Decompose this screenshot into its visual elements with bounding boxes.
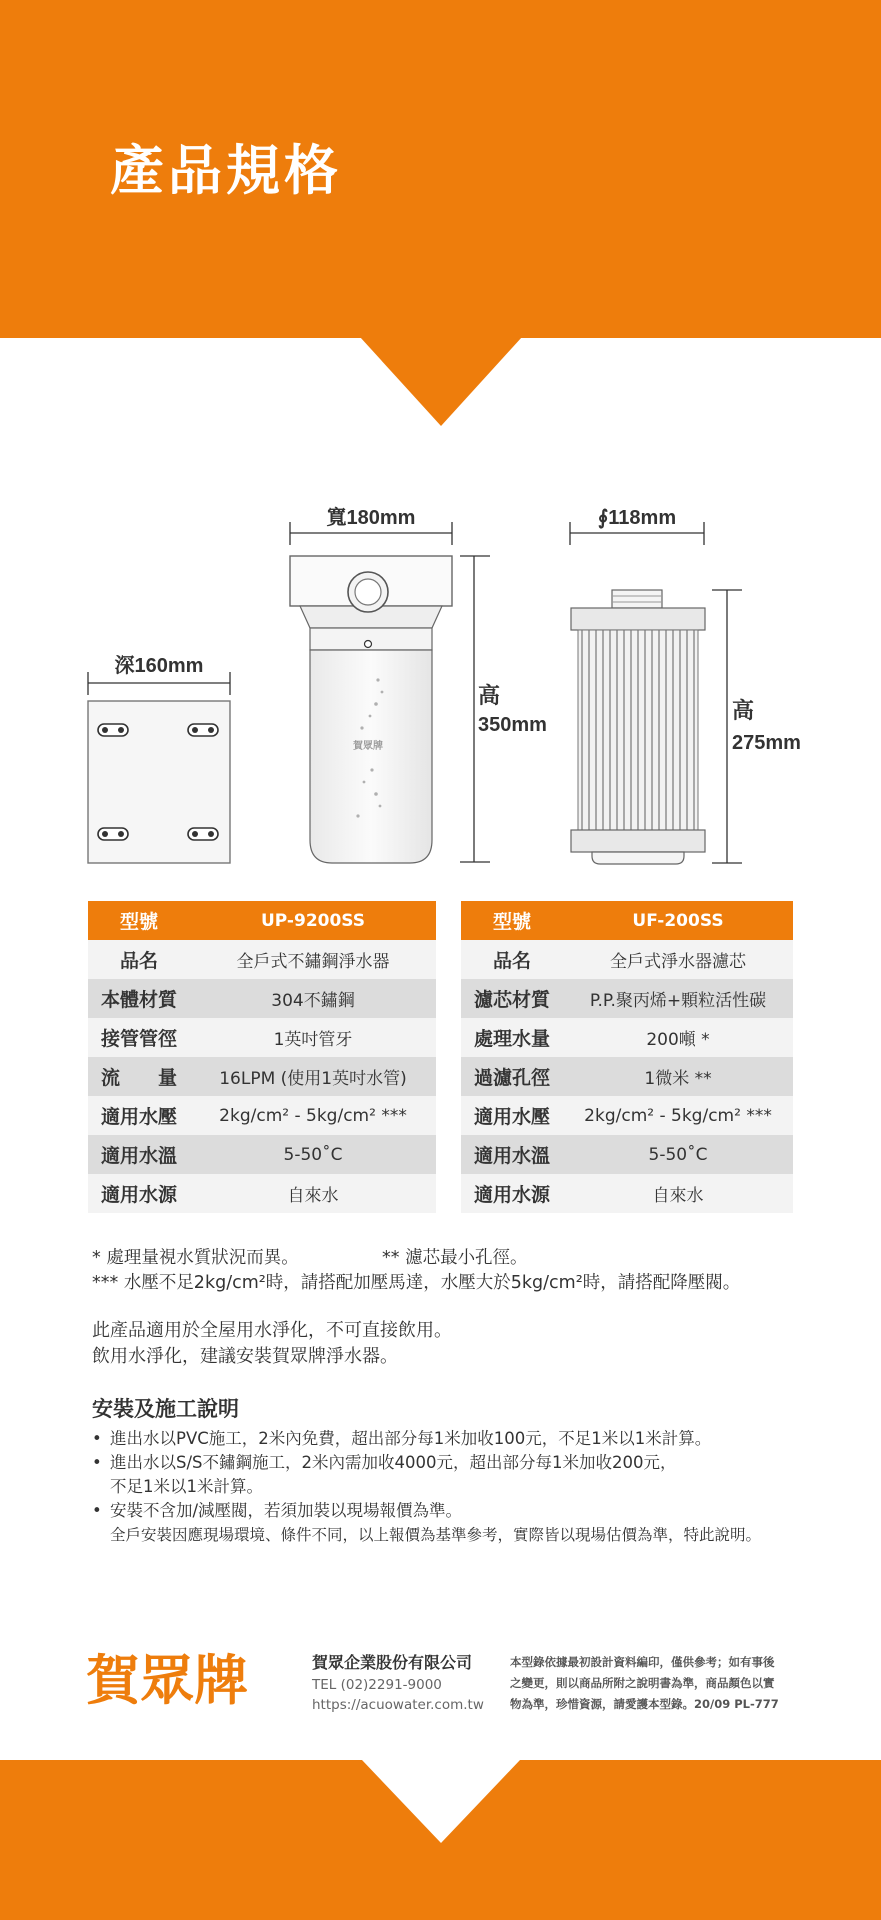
table-row: [461, 1135, 793, 1174]
brand-logo: [86, 1649, 286, 1707]
filter-cartridge: [571, 590, 705, 864]
bullet-icon: •: [92, 1429, 102, 1448]
spec-value: UF-200SS: [563, 901, 793, 940]
table-row: [461, 1057, 793, 1096]
spec-value: P.P.聚丙烯+顆粒活性碳: [563, 979, 793, 1018]
spec-key: 濾芯材質: [461, 979, 563, 1018]
width-label: 寬180mm: [326, 507, 416, 529]
table-header-row: [88, 901, 436, 940]
table-row: [88, 940, 436, 979]
table-row: [88, 1057, 436, 1096]
product-dimension-diagram: [0, 480, 881, 880]
cartridge-spec-table: [461, 901, 793, 1213]
spec-key: 適用水溫: [88, 1135, 190, 1174]
table-row: [461, 940, 793, 979]
table-row: [88, 1096, 436, 1135]
spec-value: 2kg/cm² - 5kg/cm² ***: [563, 1096, 793, 1135]
spec-key: 接管管徑: [88, 1018, 190, 1057]
spec-value: 304不鏽鋼: [190, 979, 436, 1018]
spec-value: 5-50˚C: [563, 1135, 793, 1174]
cartridge-height-dimension: [712, 590, 801, 863]
spec-value: UP-9200SS: [190, 901, 436, 940]
catalog-disclaimer: 本型錄依據最初設計資料編印，僅供參考；如有事後 之變更，則以商品所附之說明書為準，商品顏色以實 物為準，珍惜資源，請愛護本型錄。20/09 PL-777: [510, 1655, 779, 1711]
table-row: [88, 1135, 436, 1174]
svg-text:賀眾牌: 賀眾牌: [86, 1649, 248, 1707]
width-dimension: [290, 500, 452, 545]
depth-dimension: [88, 654, 230, 695]
usage-line-2: 飲用水淨化，建議安裝賀眾牌淨水器。: [92, 1346, 398, 1367]
cartridge-height-label-2: 275mm: [732, 732, 801, 754]
spec-key: 處理水量: [461, 1018, 563, 1057]
list-item: • 進出水以S/S不鏽鋼施工，2米內需加收4000元，超出部分每1米加收200元， 不足1米以1米計算。: [92, 1453, 677, 1496]
footnote-3: *** 水壓不足2kg/cm²時，請搭配加壓馬達，水壓大於5kg/cm²時，請搭配降壓閥。: [92, 1273, 741, 1293]
spec-key: 適用水壓: [88, 1096, 190, 1135]
company-tel: TEL (02)2291-9000: [312, 1677, 442, 1693]
spec-key: 品名: [461, 940, 563, 979]
diameter-dimension: [570, 500, 704, 545]
spec-value: 自來水: [190, 1174, 436, 1213]
spec-value: 全戶式淨水器濾芯: [563, 940, 793, 979]
installation-list: [92, 1427, 761, 1523]
table-row: [88, 979, 436, 1018]
diameter-label: ∮118mm: [597, 507, 677, 529]
mounting-bracket: [88, 701, 230, 863]
bullet-icon: •: [92, 1501, 102, 1520]
filter-housing: [290, 556, 452, 863]
installation-section: [92, 1393, 761, 1547]
spec-key: 適用水溫: [461, 1135, 563, 1174]
spec-value: 1英吋管牙: [190, 1018, 436, 1057]
spec-value: 200噸 *: [563, 1018, 793, 1057]
table-header-row: [461, 901, 793, 940]
header-notch-arrow: [0, 0, 881, 430]
spec-value: 2kg/cm² - 5kg/cm² ***: [190, 1096, 436, 1135]
spec-key: 過濾孔徑: [461, 1057, 563, 1096]
housing-height-label-2: 350mm: [478, 714, 547, 736]
spec-key: 型號: [88, 901, 190, 940]
table-row: [461, 1174, 793, 1213]
spec-value: 全戶式不鏽鋼淨水器: [190, 940, 436, 979]
spec-footnotes: [92, 1246, 740, 1296]
usage-note: [92, 1318, 452, 1370]
table-row: [88, 1174, 436, 1213]
spec-key: 適用水源: [88, 1174, 190, 1213]
footer-band: [0, 1760, 881, 1920]
company-url[interactable]: https://acuowater.com.tw: [312, 1697, 484, 1713]
usage-line-1: 此產品適用於全屋用水淨化，不可直接飲用。: [92, 1320, 452, 1341]
housing-height-label-1: 高: [478, 683, 501, 708]
cartridge-height-label-1: 高: [732, 698, 755, 723]
company-info: [312, 1653, 484, 1715]
spec-key: 流 量: [88, 1057, 190, 1096]
housing-logo: 賀眾牌: [353, 741, 383, 752]
footnote-1: * 處理量視水質狀況而異。: [92, 1248, 299, 1268]
housing-spec-table: [88, 901, 436, 1213]
list-item: • 安裝不含加/減壓閥，若須加裝以現場報價為準。: [92, 1499, 761, 1523]
spec-value: 16LPM (使用1英吋水管): [190, 1057, 436, 1096]
table-row: [461, 979, 793, 1018]
spec-value: 5-50˚C: [190, 1135, 436, 1174]
company-name: 賀眾企業股份有限公司: [312, 1653, 473, 1672]
spec-key: 適用水壓: [461, 1096, 563, 1135]
bullet-icon: •: [92, 1453, 102, 1472]
depth-label: 深160mm: [114, 655, 204, 677]
installation-title: 安裝及施工說明: [92, 1397, 239, 1421]
spec-value: 自來水: [563, 1174, 793, 1213]
spec-key: 適用水源: [461, 1174, 563, 1213]
spec-value: 1微米 **: [563, 1057, 793, 1096]
table-row: [461, 1018, 793, 1057]
spec-key: 品名: [88, 940, 190, 979]
page-title: 產品規格: [110, 139, 342, 202]
table-row: [88, 1018, 436, 1057]
spec-key: 本體材質: [88, 979, 190, 1018]
spec-key: 型號: [461, 901, 563, 940]
list-item: • 進出水以PVC施工，2米內免費，超出部分每1米加收100元，不足1米以1米計算。: [92, 1427, 761, 1451]
footnote-2: ** 濾芯最小孔徑。: [382, 1248, 528, 1268]
housing-height-dimension: [460, 556, 547, 862]
installation-note: 全戶安裝因應現場環境、條件不同，以上報價為基準參考，實際皆以現場估價為準，特此說明。: [110, 1526, 762, 1544]
table-row: [461, 1096, 793, 1135]
